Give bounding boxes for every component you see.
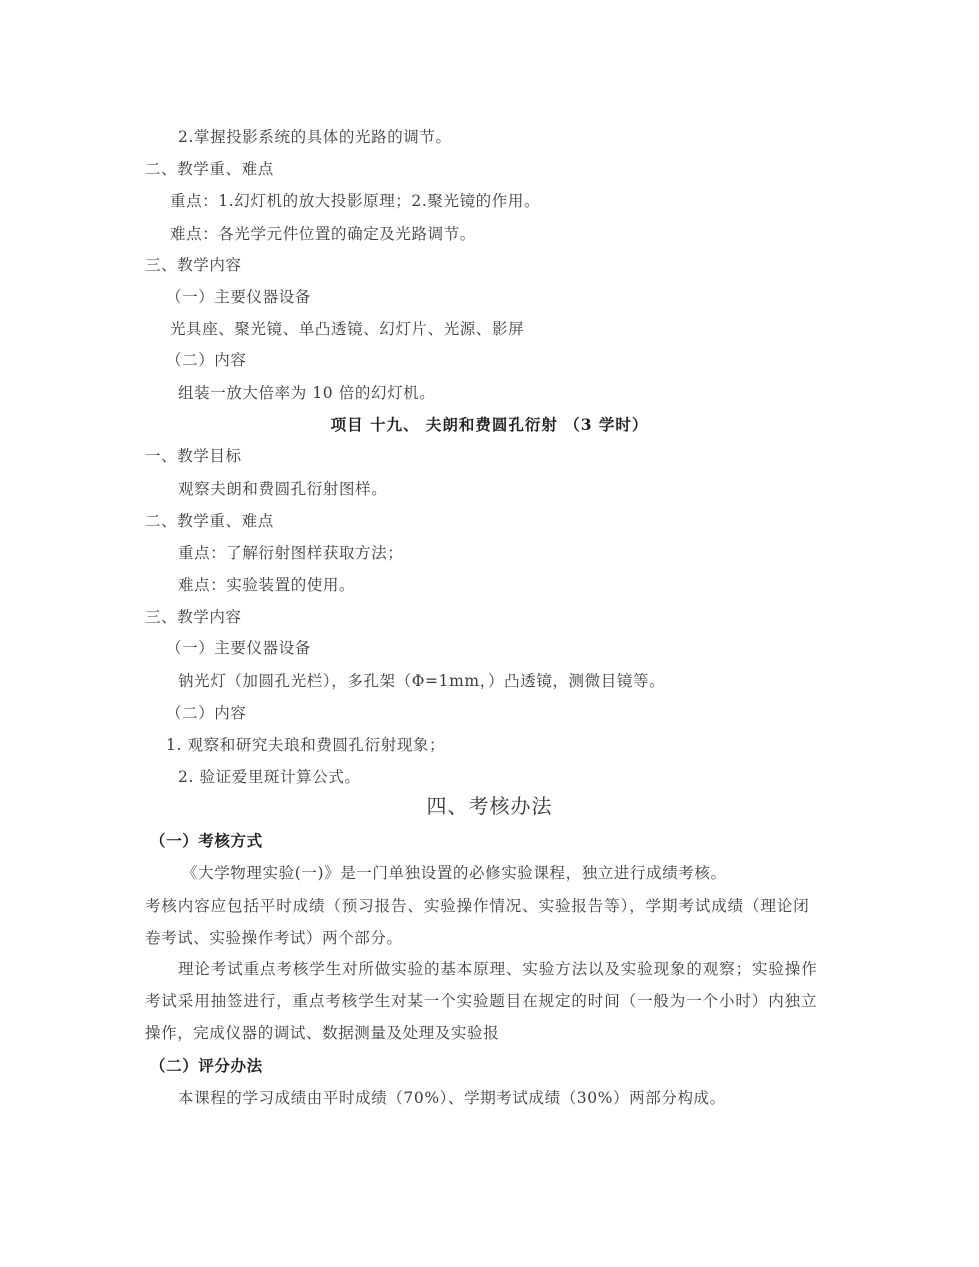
heading-teaching-content-2: 三、教学内容 — [145, 608, 242, 626]
equipment-list: 光具座、聚光镜、单凸透镜、幻灯片、光源、影屏 — [170, 320, 525, 338]
assessment-paragraph-2-line-2: 卷考试、实验操作考试）两个部分。 — [145, 929, 403, 947]
content-item-2: 2. 验证爱里斑计算公式。 — [178, 768, 361, 786]
content-text: 组装一放大倍率为 10 倍的幻灯机。 — [178, 384, 436, 402]
assessment-paragraph-3-line-2: 考试采用抽签进行，重点考核学生对某一个实验题目在规定的时间（一般为一个小时）内独立 — [145, 992, 818, 1010]
objective-item-2: 2.掌握投影系统的具体的光路的调节。 — [178, 128, 452, 146]
difficulty-text: 难点：各光学元件位置的确定及光路调节。 — [170, 225, 476, 243]
equipment-list-2: 钠光灯（加圆孔光栏），多孔架（Φ=1mm，）凸透镜，测微目镜等。 — [178, 672, 666, 690]
subheading-equipment: （一）主要仪器设备 — [166, 288, 311, 306]
assessment-paragraph-3-line-3: 操作，完成仪器的调试、数据测量及处理及实验报 — [145, 1024, 500, 1042]
subheading-content: （二）内容 — [166, 351, 247, 369]
heading-teaching-content: 三、教学内容 — [145, 256, 242, 274]
scoring-paragraph: 本课程的学习成绩由平时成绩（70%）、学期考试成绩（30%）两部分构成。 — [178, 1089, 726, 1107]
assessment-paragraph-1: 《大学物理实验(一)》是一门单独设置的必修实验课程，独立进行成绩考核。 — [182, 864, 727, 882]
section-title-assessment: 四、考核办法 — [426, 794, 553, 818]
heading-key-points-2: 二、教学重、难点 — [145, 512, 274, 530]
subheading-assessment-method: （一）考核方式 — [150, 831, 263, 850]
content-item-1: 1. 观察和研究夫琅和费圆孔衍射现象； — [166, 736, 446, 754]
subheading-equipment-2: （一）主要仪器设备 — [166, 639, 311, 657]
project-title: 项目 十九、 夫朗和费圆孔衍射 （3 学时） — [330, 415, 649, 434]
goal-text: 观察夫朗和费圆孔衍射图样。 — [178, 480, 388, 498]
assessment-paragraph-3-line-1: 理论考试重点考核学生对所做实验的基本原理、实验方法以及实验现象的观察；实验操作 — [178, 960, 818, 978]
assessment-paragraph-2-line-1: 考核内容应包括平时成绩（预习报告、实验操作情况、实验报告等），学期考试成绩（理论闭 — [145, 897, 810, 915]
subheading-scoring-method: （二）评分办法 — [150, 1056, 263, 1075]
key-point-text: 重点：1.幻灯机的放大投影原理；2.聚光镜的作用。 — [170, 192, 541, 210]
heading-teaching-goals: 一、教学目标 — [145, 447, 242, 465]
key-point-text-2: 重点：了解衍射图样获取方法； — [178, 544, 404, 562]
subheading-content-2: （二）内容 — [166, 704, 247, 722]
heading-key-points: 二、教学重、难点 — [145, 160, 274, 178]
difficulty-text-2: 难点：实验装置的使用。 — [178, 576, 356, 594]
